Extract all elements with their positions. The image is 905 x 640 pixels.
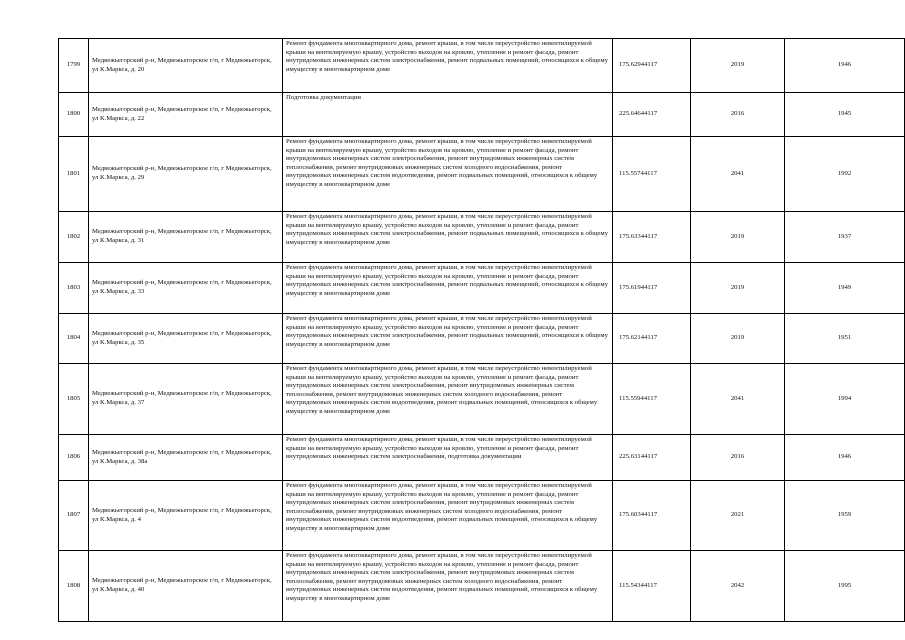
works-cell: Ремонт фундамента многоквартирного дома, ремонт крыши, в том числе переустройство невентилируемой крыши на вентилируемую крышу, устройство выходов на кровлю, утепление и ремонт фасада, ремонт внутридомовых инженерных систем электроснабжения, ремонт подвальных помещений, относящихся к общему имуществу в многоквартирном доме <box>283 39 613 93</box>
row-number: 1804 <box>59 314 89 364</box>
row-number: 1803 <box>59 263 89 314</box>
address-cell: Медвежьегорский р-н, Медвежьегорское г/п, г Медвежьегорск, ул К.Маркса, д. 37 <box>89 364 283 435</box>
row-number: 1806 <box>59 435 89 481</box>
repair-schedule-table <box>58 38 905 622</box>
works-cell: Ремонт фундамента многоквартирного дома, ремонт крыши, в том числе переустройство невентилируемой крыши на вентилируемую крышу, устройство выходов на кровлю, утепление и ремонт фасада, ремонт внутридомовых инженерных систем электроснабжения, ремонт внутридомовых инженерных систем теплоснабжения, ремонт внутридомовых инженерных систем холодного водоснабжения, ремонт внутридомовых инженерных систем водоотведения, ремонт подвальных помещений, относящихся к общему имуществу в многоквартирном доме <box>283 481 613 551</box>
planned-year-cell: 2041 <box>691 137 785 212</box>
build-year-cell: 1994 <box>785 364 905 435</box>
planned-year-cell: 2042 <box>691 551 785 622</box>
cost-cell: 175.61944117 <box>613 263 691 314</box>
address-cell: Медвежьегорский р-н, Медвежьегорское г/п, г Медвежьегорск, ул К.Маркса, д. 29 <box>89 137 283 212</box>
row-number: 1807 <box>59 481 89 551</box>
works-cell: Ремонт фундамента многоквартирного дома, ремонт крыши, в том числе переустройство невентилируемой крыши на вентилируемую крышу, устройство выходов на кровлю, утепление и ремонт фасада, ремонт внутридомовых инженерных систем электроснабжения, ремонт подвальных помещений, относящихся к общему имуществу в многоквартирном доме <box>283 263 613 314</box>
cost-cell: 175.60344117 <box>613 481 691 551</box>
table-row <box>59 39 905 93</box>
address-cell: Медвежьегорский р-н, Медвежьегорское г/п, г Медвежьегорск, ул К.Маркса, д. 31 <box>89 212 283 263</box>
table-row <box>59 314 905 364</box>
cost-cell: 115.54344117 <box>613 551 691 622</box>
build-year-cell: 1959 <box>785 481 905 551</box>
cost-cell: 115.55744117 <box>613 137 691 212</box>
build-year-cell: 1946 <box>785 435 905 481</box>
table-row <box>59 137 905 212</box>
works-cell: Ремонт фундамента многоквартирного дома, ремонт крыши, в том числе переустройство невентилируемой крыши на вентилируемую крышу, устройство выходов на кровлю, утепление и ремонт фасада, ремонт внутридомовых инженерных систем электроснабжения, ремонт подвальных помещений, относящихся к общему имуществу в многоквартирном доме <box>283 212 613 263</box>
works-cell: Ремонт фундамента многоквартирного дома, ремонт крыши, в том числе переустройство невентилируемой крыши на вентилируемую крышу, устройство выходов на кровлю, утепление и ремонт фасада, ремонт внутридомовых инженерных систем электроснабжения, подготовка документации <box>283 435 613 481</box>
works-cell: Ремонт фундамента многоквартирного дома, ремонт крыши, в том числе переустройство невентилируемой крыши на вентилируемую крышу, устройство выходов на кровлю, утепление и ремонт фасада, ремонт внутридомовых инженерных систем электроснабжения, ремонт внутридомовых инженерных систем теплоснабжения, ремонт внутридомовых инженерных систем холодного водоснабжения, ремонт внутридомовых инженерных систем водоотведения, ремонт подвальных помещений, относящихся к общему имуществу в многоквартирном доме <box>283 137 613 212</box>
table-row <box>59 364 905 435</box>
build-year-cell: 1992 <box>785 137 905 212</box>
row-number: 1808 <box>59 551 89 622</box>
build-year-cell: 1995 <box>785 551 905 622</box>
row-number: 1800 <box>59 93 89 137</box>
table-row <box>59 551 905 622</box>
planned-year-cell: 2021 <box>691 481 785 551</box>
planned-year-cell: 2041 <box>691 364 785 435</box>
build-year-cell: 1949 <box>785 263 905 314</box>
document-page <box>58 38 905 622</box>
build-year-cell: 1951 <box>785 314 905 364</box>
cost-cell: 175.62144117 <box>613 314 691 364</box>
address-cell: Медвежьегорский р-н, Медвежьегорское г/п, г Медвежьегорск, ул К.Маркса, д. 40 <box>89 551 283 622</box>
row-number: 1799 <box>59 39 89 93</box>
address-cell: Медвежьегорский р-н, Медвежьегорское г/п, г Медвежьегорск, ул К.Маркса, д. 4 <box>89 481 283 551</box>
planned-year-cell: 2019 <box>691 212 785 263</box>
address-cell: Медвежьегорский р-н, Медвежьегорское г/п, г Медвежьегорск, ул К.Маркса, д. 33 <box>89 263 283 314</box>
address-cell: Медвежьегорский р-н, Медвежьегорское г/п, г Медвежьегорск, ул К.Маркса, д. 20 <box>89 39 283 93</box>
works-cell: Ремонт фундамента многоквартирного дома, ремонт крыши, в том числе переустройство невентилируемой крыши на вентилируемую крышу, устройство выходов на кровлю, утепление и ремонт фасада, ремонт внутридомовых инженерных систем электроснабжения, ремонт подвальных помещений, относящихся к общему имуществу в многоквартирном доме <box>283 314 613 364</box>
row-number: 1801 <box>59 137 89 212</box>
planned-year-cell: 2016 <box>691 435 785 481</box>
works-cell: Ремонт фундамента многоквартирного дома, ремонт крыши, в том числе переустройство невентилируемой крыши на вентилируемую крышу, устройство выходов на кровлю, утепление и ремонт фасада, ремонт внутридомовых инженерных систем электроснабжения, ремонт внутридомовых инженерных систем теплоснабжения, ремонт внутридомовых инженерных систем холодного водоснабжения, ремонт внутридомовых инженерных систем водоотведения, ремонт подвальных помещений, относящихся к общему имуществу в многоквартирном доме <box>283 551 613 622</box>
build-year-cell: 1945 <box>785 93 905 137</box>
cost-cell: 115.55944117 <box>613 364 691 435</box>
cost-cell: 175.63344117 <box>613 212 691 263</box>
table-row <box>59 212 905 263</box>
build-year-cell: 1937 <box>785 212 905 263</box>
cost-cell: 225.64644117 <box>613 93 691 137</box>
cost-cell: 225.63144117 <box>613 435 691 481</box>
table-row <box>59 93 905 137</box>
table-row <box>59 481 905 551</box>
planned-year-cell: 2019 <box>691 314 785 364</box>
build-year-cell: 1946 <box>785 39 905 93</box>
works-cell: Подготовка документации <box>283 93 613 137</box>
row-number: 1802 <box>59 212 89 263</box>
table-row <box>59 435 905 481</box>
address-cell: Медвежьегорский р-н, Медвежьегорское г/п, г Медвежьегорск, ул К.Маркса, д. 38а <box>89 435 283 481</box>
planned-year-cell: 2019 <box>691 263 785 314</box>
planned-year-cell: 2019 <box>691 39 785 93</box>
row-number: 1805 <box>59 364 89 435</box>
works-cell: Ремонт фундамента многоквартирного дома, ремонт крыши, в том числе переустройство невентилируемой крыши на вентилируемую крышу, устройство выходов на кровлю, утепление и ремонт фасада, ремонт внутридомовых инженерных систем электроснабжения, ремонт внутридомовых инженерных систем теплоснабжения, ремонт внутридомовых инженерных систем холодного водоснабжения, ремонт внутридомовых инженерных систем водоотведения, ремонт подвальных помещений, относящихся к общему имуществу в многоквартирном доме <box>283 364 613 435</box>
planned-year-cell: 2016 <box>691 93 785 137</box>
table-row <box>59 263 905 314</box>
cost-cell: 175.62944117 <box>613 39 691 93</box>
address-cell: Медвежьегорский р-н, Медвежьегорское г/п, г Медвежьегорск, ул К.Маркса, д. 22 <box>89 93 283 137</box>
address-cell: Медвежьегорский р-н, Медвежьегорское г/п, г Медвежьегорск, ул К.Маркса, д. 35 <box>89 314 283 364</box>
